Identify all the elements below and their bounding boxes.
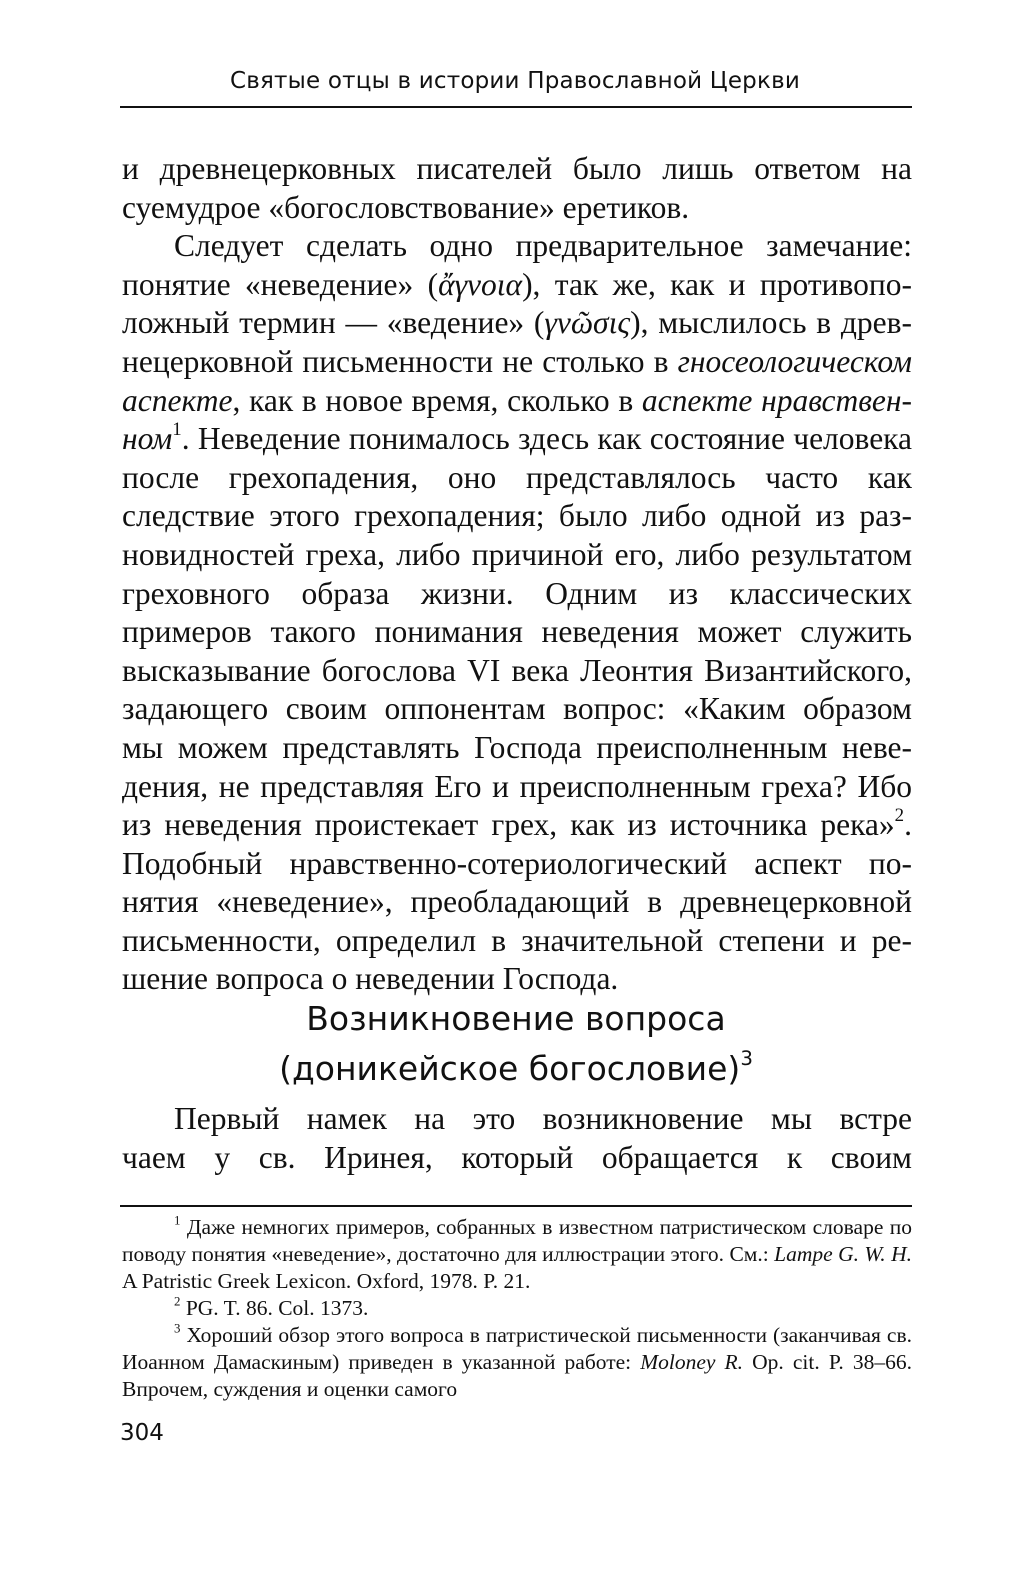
text-run: PG. T. 86. Col. 1373. — [180, 1296, 369, 1320]
footnotes — [122, 1214, 912, 1403]
italic-term-gnoseological: гносеологическом аспекте — [122, 343, 912, 418]
greek-term-agnoia: ἄγνοια — [438, 266, 523, 302]
text-run: ), так же, как и противоположный термин — «ведение» ( — [122, 266, 912, 341]
section-heading-line1: Возникновение вопроса — [306, 999, 726, 1038]
footnote-number: 2 — [174, 1294, 181, 1309]
footnote-ref-1[interactable]: 1 — [172, 418, 182, 440]
section-heading — [120, 994, 912, 1094]
text-run: . Подобный нравственно-сотериологический аспект понятия «неведение», преобладающий в древнецерковной письменности, определил в значительной степени и решение вопроса о неведении Господа. — [122, 807, 912, 997]
footnote-ref-3[interactable]: 3 — [740, 1047, 753, 1071]
section-heading-text: (доникейское богословие) — [279, 1049, 741, 1088]
author-name: Lampe G. W. H. — [774, 1242, 912, 1266]
text-run: Хороший обзор этого вопроса в патристической письменности (заканчивая св. Иоанном Дамаскиным) приведен в указанной работе: — [122, 1323, 912, 1374]
text-run: , как в новое время, сколько в — [232, 382, 642, 418]
footnote-3 — [122, 1322, 912, 1403]
header-rule — [120, 106, 912, 108]
text-run: ), мыслилось в древнецерковной письменности не столько в — [122, 305, 912, 379]
footnote-1 — [122, 1214, 912, 1295]
page-number: 304 — [120, 1420, 164, 1446]
section-text — [122, 1100, 912, 1177]
italic-term-moral: аспекте нравственном — [122, 382, 912, 457]
running-head: Святые отцы в истории Православной Церкви — [230, 68, 800, 94]
footnote-number: 1 — [174, 1213, 181, 1228]
footnote-number: 3 — [174, 1321, 181, 1336]
author-name: Moloney R. — [640, 1350, 744, 1374]
text-run: Op. cit. P. 38–66. Впрочем, суждения и оценки самого — [122, 1350, 912, 1401]
section-text-line2: чаем у св. Иринея, который обращается к своим — [122, 1139, 912, 1175]
text-run: Следует сделать одно предварительное замечание: понятие «неведение» ( — [122, 228, 912, 302]
text-run: . Неведение понималось здесь как состояние человека после грехопадения, оно представлялось часто как следствие этого грехопадения; было либо одной из разновидностей греха, либо причиной его, либо результатом греховного образа жизни. Одним из классических примеров такого понимания неведения может служить высказывание богослова VI века Леонтия Византийского, задающего своим оппонентам вопрос: «Каким образом мы можем представлять Господа преисполненным неведения, не представляя Его и преисполненным греха? Ибо из неведения проистекает грех, как из источника река» — [122, 421, 912, 843]
footnote-ref-2[interactable]: 2 — [894, 804, 905, 826]
greek-term-gnosis: γνῶσις — [544, 305, 631, 341]
section-text-line1: Первый намек на это возникновение мы встре — [174, 1101, 912, 1136]
section-heading-line2 — [120, 1044, 912, 1094]
paragraph-ignorance — [122, 227, 912, 999]
text-run: A Patristic Greek Lexicon. Oxford, 1978. P. 21. — [122, 1269, 531, 1293]
text-run: Даже немногих примеров, собранных в известном патристическом словаре по поводу понятия «неведение», достаточно для иллюстрации этого. См.: — [122, 1215, 912, 1266]
paragraph-continuation: и древнецерковных писателей было лишь ответом на суемудрое «богословствование» еретиков. — [122, 151, 912, 225]
footnote-rule — [120, 1205, 912, 1207]
main-text — [122, 150, 912, 999]
footnote-2 — [122, 1295, 912, 1322]
